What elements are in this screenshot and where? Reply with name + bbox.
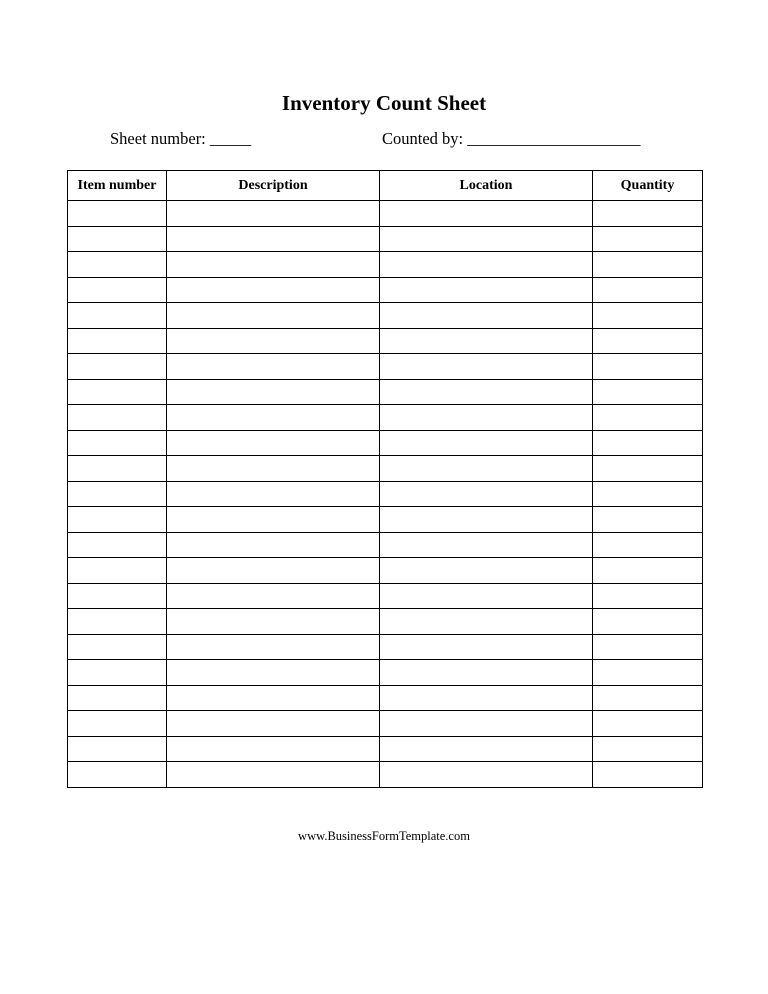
table-row [68, 277, 703, 303]
column-header-location: Location [380, 171, 593, 201]
table-cell[interactable] [593, 609, 703, 635]
table-row [68, 609, 703, 635]
table-cell[interactable] [167, 430, 380, 456]
table-cell[interactable] [593, 303, 703, 329]
table-cell[interactable] [380, 328, 593, 354]
table-row [68, 711, 703, 737]
table-row [68, 583, 703, 609]
inventory-table [67, 170, 703, 788]
table-cell[interactable] [167, 405, 380, 431]
table-row [68, 456, 703, 482]
table-cell[interactable] [68, 736, 167, 762]
table-row [68, 354, 703, 380]
table-cell[interactable] [68, 609, 167, 635]
table-cell[interactable] [167, 609, 380, 635]
table-cell[interactable] [68, 430, 167, 456]
table-row [68, 660, 703, 686]
table-cell[interactable] [380, 226, 593, 252]
table-cell[interactable] [380, 532, 593, 558]
table-cell[interactable] [593, 660, 703, 686]
table-cell[interactable] [167, 634, 380, 660]
table-cell[interactable] [68, 685, 167, 711]
table-cell[interactable] [167, 660, 380, 686]
table-cell[interactable] [380, 303, 593, 329]
column-header-quantity: Quantity [593, 171, 703, 201]
table-row [68, 685, 703, 711]
table-cell[interactable] [68, 558, 167, 584]
table-cell[interactable] [167, 762, 380, 788]
table-cell[interactable] [167, 583, 380, 609]
table-cell[interactable] [380, 456, 593, 482]
table-cell[interactable] [167, 456, 380, 482]
table-cell[interactable] [593, 379, 703, 405]
table-cell[interactable] [68, 583, 167, 609]
table-cell[interactable] [167, 354, 380, 380]
table-row [68, 379, 703, 405]
table-cell[interactable] [593, 558, 703, 584]
table-row [68, 226, 703, 252]
table-row [68, 303, 703, 329]
table-row [68, 558, 703, 584]
table-cell[interactable] [167, 226, 380, 252]
table-row [68, 430, 703, 456]
table-row [68, 634, 703, 660]
sheet-number-field [110, 128, 251, 150]
table-header-row [68, 171, 703, 201]
table-row [68, 328, 703, 354]
table-cell[interactable] [167, 736, 380, 762]
table-cell[interactable] [380, 558, 593, 584]
column-header-description: Description [167, 171, 380, 201]
table-cell[interactable] [593, 456, 703, 482]
table-cell[interactable] [167, 252, 380, 278]
table-cell[interactable] [593, 430, 703, 456]
table-cell[interactable] [167, 532, 380, 558]
table-row [68, 532, 703, 558]
counted-by-label: Counted by: [382, 129, 464, 148]
table-cell[interactable] [68, 303, 167, 329]
table-cell[interactable] [167, 711, 380, 737]
table-cell[interactable] [593, 634, 703, 660]
table-cell[interactable] [593, 405, 703, 431]
table-cell[interactable] [380, 609, 593, 635]
table-cell[interactable] [68, 201, 167, 227]
table-cell[interactable] [593, 328, 703, 354]
counted-by-field [382, 128, 641, 150]
table-cell[interactable] [380, 736, 593, 762]
page-title: Inventory Count Sheet [281, 91, 487, 115]
table-cell[interactable] [68, 379, 167, 405]
table-cell[interactable] [68, 711, 167, 737]
table-body [68, 201, 703, 788]
table-cell[interactable] [68, 762, 167, 788]
table-cell[interactable] [68, 328, 167, 354]
table-cell[interactable] [380, 379, 593, 405]
table-cell[interactable] [593, 711, 703, 737]
table-cell[interactable] [593, 252, 703, 278]
table-cell[interactable] [167, 201, 380, 227]
table-cell[interactable] [167, 558, 380, 584]
sheet-number-blank[interactable]: _____ [209, 129, 252, 148]
table-cell[interactable] [68, 481, 167, 507]
table-cell[interactable] [167, 328, 380, 354]
table-cell[interactable] [68, 252, 167, 278]
table-cell[interactable] [167, 277, 380, 303]
table-row [68, 507, 703, 533]
table-cell[interactable] [380, 481, 593, 507]
table-cell[interactable] [380, 762, 593, 788]
table-cell[interactable] [593, 277, 703, 303]
table-cell[interactable] [68, 354, 167, 380]
table-cell[interactable] [167, 685, 380, 711]
table-cell[interactable] [68, 507, 167, 533]
footer-url: www.BusinessFormTemplate.com [298, 829, 470, 843]
table-cell[interactable] [593, 481, 703, 507]
table-cell[interactable] [380, 583, 593, 609]
table-cell[interactable] [68, 456, 167, 482]
table-row [68, 201, 703, 227]
table-cell[interactable] [68, 660, 167, 686]
table-cell[interactable] [68, 277, 167, 303]
table-row [68, 405, 703, 431]
table-cell[interactable] [167, 507, 380, 533]
table-cell[interactable] [593, 685, 703, 711]
table-cell[interactable] [167, 303, 380, 329]
table-row [68, 252, 703, 278]
table-cell[interactable] [380, 685, 593, 711]
counted-by-blank[interactable]: _____________________ [467, 129, 641, 148]
table-cell[interactable] [593, 201, 703, 227]
table-cell[interactable] [380, 354, 593, 380]
table-cell[interactable] [593, 226, 703, 252]
table-cell[interactable] [380, 711, 593, 737]
table-cell[interactable] [380, 405, 593, 431]
table-row [68, 736, 703, 762]
table-cell[interactable] [68, 634, 167, 660]
table-cell[interactable] [593, 354, 703, 380]
table-row [68, 762, 703, 788]
table-cell[interactable] [167, 379, 380, 405]
table-cell[interactable] [380, 277, 593, 303]
table-cell[interactable] [593, 762, 703, 788]
table-cell[interactable] [380, 252, 593, 278]
table-cell[interactable] [593, 532, 703, 558]
table-cell[interactable] [380, 507, 593, 533]
table-cell[interactable] [380, 201, 593, 227]
table-cell[interactable] [380, 430, 593, 456]
table-row [68, 481, 703, 507]
table-cell[interactable] [68, 532, 167, 558]
column-header-item-number: Item number [68, 171, 167, 201]
table-cell[interactable] [380, 660, 593, 686]
table-cell[interactable] [593, 507, 703, 533]
table-cell[interactable] [68, 226, 167, 252]
table-cell[interactable] [380, 634, 593, 660]
table-cell[interactable] [68, 405, 167, 431]
table-cell[interactable] [167, 481, 380, 507]
table-cell[interactable] [593, 736, 703, 762]
table-cell[interactable] [593, 583, 703, 609]
sheet-number-label: Sheet number: [110, 129, 206, 148]
